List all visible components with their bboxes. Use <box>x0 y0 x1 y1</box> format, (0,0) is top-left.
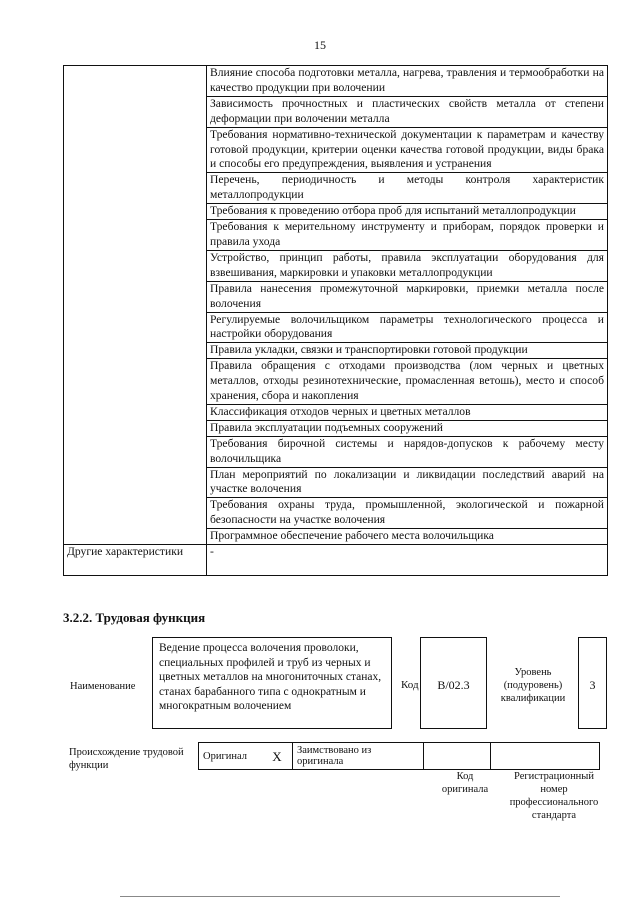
knowledge-item: Требования к мерительному инструменту и приборам, порядок проверки и правила ухода <box>207 220 608 251</box>
knowledge-item: Устройство, принцип работы, правила эксплуатации оборудования для взвешивания, маркировки и упаковки металлопродукции <box>207 250 608 281</box>
knowledge-item: Правила укладки, связки и транспортировки готовой продукции <box>207 343 608 359</box>
knowledge-item: Требования охраны труда, промышленной, экологической и пожарной безопасности на участке волочения <box>207 498 608 529</box>
original-code-cell <box>424 743 491 770</box>
knowledge-item: Классификация отходов черных и цветных металлов <box>207 404 608 420</box>
knowledge-item: Перечень, периодичность и методы контроля характеристик металлопродукции <box>207 173 608 204</box>
other-value: - <box>207 545 608 576</box>
code-caption: Код оригинала <box>441 771 489 795</box>
original-label: Оригинал <box>199 743 263 770</box>
knowledge-item: Правила обращения с отходами производства (лом черных и цветных металлов, отходы резинотехнические, промасленная ветошь), место и способ хранения, сбора и накопления <box>207 359 608 405</box>
function-name-box: Ведение процесса волочения проволоки, специальных профилей и труб из черных и цветных металлов на многониточных станах, станах барабанного типа с однократным и многократным волочением <box>152 637 392 729</box>
table-row <box>64 66 608 97</box>
knowledge-item: Влияние способа подготовки металла, нагрева, травления и термообработки на качество продукции при волочении <box>207 66 608 97</box>
bottom-line <box>120 896 560 897</box>
origin-label: Происхождение трудовой функции <box>69 747 184 771</box>
reg-caption: Регистрационный номер профессионального стандарта <box>509 771 599 821</box>
row-header-cell <box>64 66 207 545</box>
knowledge-item: Требования бирочной системы и нарядов-допусков к рабочему месту волочильщика <box>207 436 608 467</box>
origin-table <box>198 742 600 770</box>
original-mark: X <box>262 743 293 770</box>
reg-number-cell <box>491 743 600 770</box>
section-title: 3.2.2. Трудовая функция <box>63 610 206 625</box>
table-row <box>64 545 608 576</box>
level-box: 3 <box>578 637 607 729</box>
knowledge-item: Правила эксплуатации подъемных сооружений <box>207 420 608 436</box>
knowledge-item: План мероприятий по локализации и ликвидации последствий аварий на участке волочения <box>207 467 608 498</box>
page-number: 15 <box>314 38 326 52</box>
borrowed-label: Заимствовано из оригинала <box>293 743 424 770</box>
level-label: Уровень (подуровень) квалификации <box>500 667 566 704</box>
function-code-box: В/02.3 <box>420 637 487 729</box>
knowledge-item: Зависимость прочностных и пластических свойств металла от степени деформации при волочении металла <box>207 96 608 127</box>
knowledge-item: Требования нормативно-технической документации к параметрам и качеству готовой продукции, критерии оценки качества готовой продукции, виды брака и способы его предупреждения, выявления и устранения <box>207 127 608 173</box>
code-label: Код <box>401 679 419 691</box>
name-label: Наименование <box>70 681 136 692</box>
knowledge-item: Требования к проведению отбора проб для испытаний металлопродукции <box>207 204 608 220</box>
knowledge-table <box>63 65 608 576</box>
knowledge-item: Регулируемые волочильщиком параметры технологического процесса и настройки оборудования <box>207 312 608 343</box>
knowledge-item: Программное обеспечение рабочего места волочильщика <box>207 529 608 545</box>
other-label: Другие характеристики <box>64 545 207 576</box>
knowledge-item: Правила нанесения промежуточной маркировки, приемки металла после волочения <box>207 281 608 312</box>
